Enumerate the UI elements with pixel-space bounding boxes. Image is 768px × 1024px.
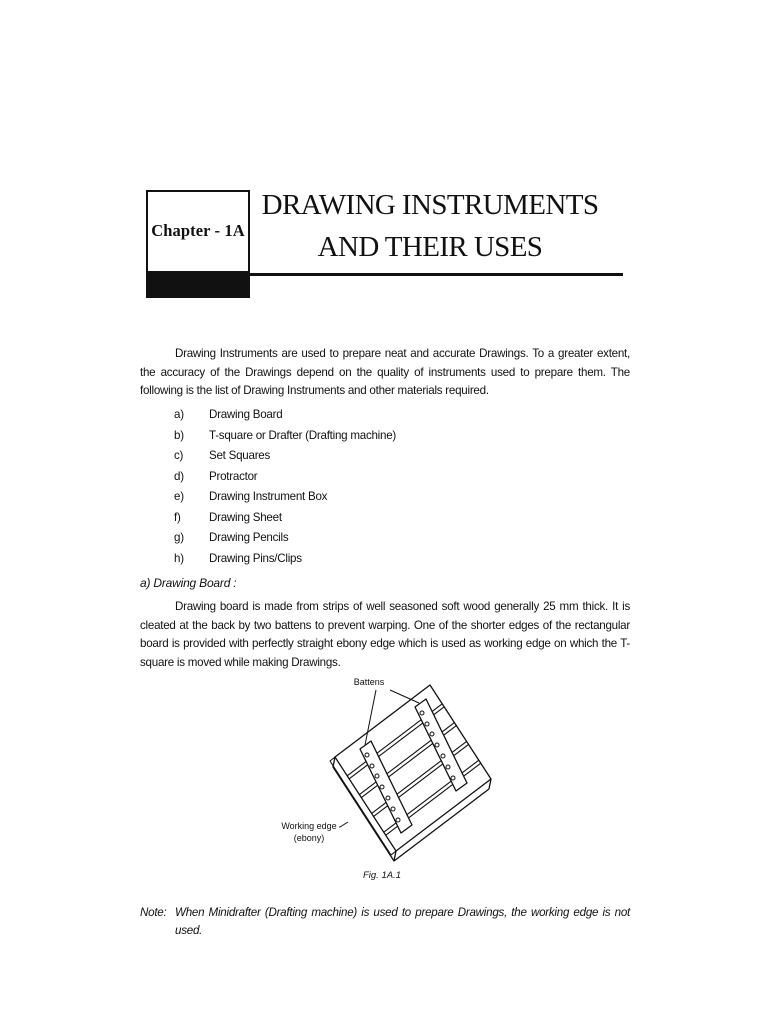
- figure-caption: Fig. 1A.1: [362, 870, 402, 881]
- list-item: [174, 405, 396, 426]
- list-item: [174, 467, 396, 488]
- list-item-text: Drawing Pins/Clips: [209, 551, 302, 565]
- note-text: When Minidrafter (Drafting machine) is used to prepare Drawings, the working edge is not used.: [175, 906, 630, 937]
- list-item: [174, 549, 396, 570]
- list-marker: c): [174, 449, 184, 462]
- label-ebony: (ebony): [293, 833, 325, 843]
- note-label: Note:: [140, 906, 167, 919]
- list-item: [174, 508, 396, 529]
- list-marker: a): [174, 408, 184, 421]
- chapter-title-line-2: AND THEIR USES: [317, 231, 543, 263]
- drawing-board-paragraph: Drawing board is made from strips of well seasoned soft wood generally 25 mm thick. It is cleated at the back by two battens to prevent warping. One of the shorter edges of the rectangular board is provided with perfectly straight ebony edge which is used as working edge on which the T-square is moved while making Drawings.: [140, 600, 630, 669]
- chapter-box-fill: [148, 271, 248, 296]
- intro-paragraph: Drawing Instruments are used to prepare neat and accurate Drawings. To a greater extent, the accuracy of the Drawings depend on the quality of instruments used to prepare them. The following is the list of Drawing Instruments and other materials required.: [140, 347, 630, 398]
- drawing-board-illustration: [330, 685, 491, 861]
- list-item-text: Protractor: [209, 469, 258, 483]
- list-marker: d): [174, 469, 184, 483]
- list-item-text: Drawing Pencils: [209, 531, 289, 544]
- list-marker: b): [174, 428, 184, 442]
- list-marker: g): [174, 531, 184, 544]
- list-marker: f): [174, 510, 181, 524]
- chapter-box: [146, 190, 250, 298]
- list-marker: h): [174, 551, 184, 565]
- list-item-text: Drawing Board: [209, 408, 283, 421]
- drawing-board-figure: [278, 672, 508, 862]
- list-item-text: T-square or Drafter (Drafting machine): [209, 428, 397, 442]
- materials-list: [174, 405, 396, 569]
- list-marker: e): [174, 490, 184, 503]
- label-battens: Battens: [353, 677, 385, 687]
- list-item-text: Drawing Instrument Box: [209, 490, 328, 503]
- section-heading-drawing-board: a) Drawing Board :: [140, 576, 237, 590]
- note: [140, 904, 630, 939]
- chapter-label: Chapter - 1A: [151, 221, 245, 240]
- list-item-text: Drawing Sheet: [209, 510, 282, 524]
- list-item: [174, 528, 396, 549]
- chapter-title-line-1: DRAWING INSTRUMENTS: [261, 189, 599, 221]
- list-item-text: Set Squares: [209, 449, 271, 462]
- list-item: [174, 487, 396, 508]
- label-working-edge: Working edge: [281, 821, 337, 831]
- list-item: [174, 426, 396, 447]
- list-item: [174, 446, 396, 467]
- title-rule: [250, 273, 623, 276]
